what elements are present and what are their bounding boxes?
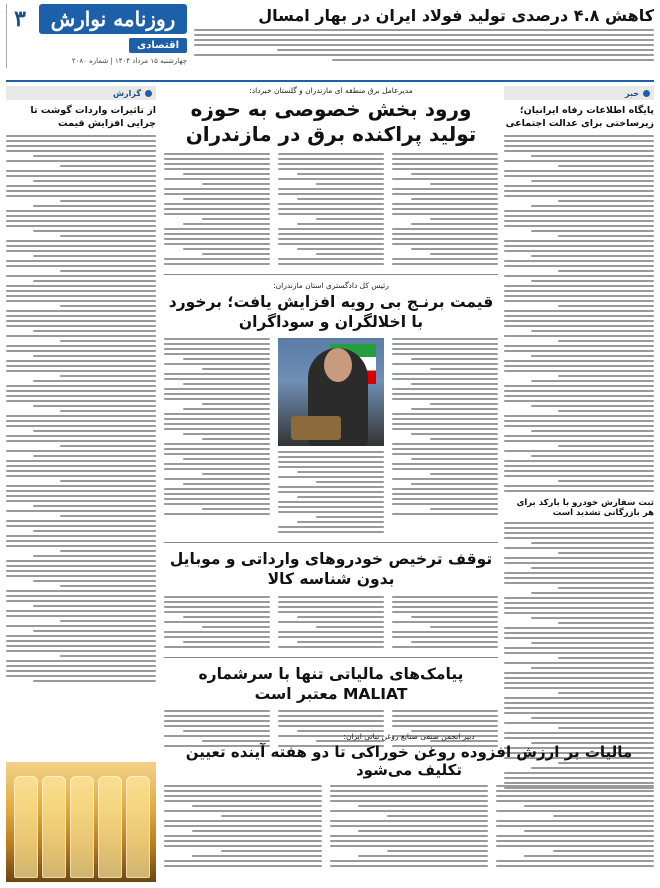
kicker-electricity: مدیرعامل برق منطقه ای مازندران و گلستان خبرداد:: [249, 86, 413, 95]
center-column: [164, 84, 498, 750]
right-column-subheadline: ثبت سفارش خودرو با بارکد برای هر بازرگانی تشدید است: [516, 497, 654, 518]
headline-rice: قیمت برنـج بی رویه افزایش یافت؛ برخورد با اخلالگران و سوداگران: [168, 293, 494, 332]
headline-car-import: توقف ترخیص خودروهای وارداتی و موبایل بدون شناسه کالا: [169, 550, 493, 589]
masthead: [6, 4, 187, 68]
top-headline: کاهش ۴.۸ درصدی تولید فولاد ایران در بهار امسال: [258, 6, 654, 25]
bullet-icon: [145, 90, 152, 97]
newspaper-logo: روزنامه نوارش: [39, 4, 187, 34]
cooking-oil-photo: [6, 762, 156, 882]
electricity-story-body: [164, 153, 498, 268]
top-story-body: [194, 29, 654, 61]
section-badge: اقتصادی: [129, 38, 187, 53]
kicker-oil: دبیر انجمن صنفی صنایع روغن نباتی ایران:: [343, 732, 475, 741]
page-number: ۳: [14, 6, 26, 32]
oil-story-body: [164, 785, 654, 870]
headline-oil-vat: مالیات بر ارزش افزوده روغن خوراکی تا دو هفته آینده تعیین تکلیف می‌شود: [185, 743, 633, 779]
bullet-icon: [643, 90, 650, 97]
left-column-body: [6, 135, 156, 682]
headline-electricity: ورود بخش خصوصی به حوزه تولید پراکنده برق در مازندران: [185, 97, 477, 146]
right-column-body: [504, 135, 654, 492]
microphone-graphic: [291, 416, 341, 440]
report-tag-label: گزارش: [112, 88, 141, 98]
header-rule: [6, 80, 654, 82]
news-tag: [504, 86, 654, 100]
kicker-rice: رئیس کل دادگستری استان مازندران:: [273, 281, 389, 290]
car-import-story-body: [164, 596, 498, 651]
report-tag: [6, 86, 156, 100]
headline-maliat-sms: پیامک‌های مالیاتی تنها با سرشماره MALIAT معتبر است: [198, 664, 464, 703]
left-column-headline: از تاثیرات واردات گوشت تا چرایی افزایش قیمت: [30, 105, 156, 129]
official-photo: [278, 338, 384, 446]
right-column: [504, 86, 654, 792]
bottom-story: [164, 730, 654, 870]
top-story: [194, 6, 654, 64]
left-column: [6, 86, 156, 685]
right-column-headline: پایگاه اطلاعات رفاه ایرانیان؛ زیرساختی برای عدالت اجتماعی: [505, 105, 654, 129]
news-tag-label: خبر: [624, 88, 639, 98]
date-line: چهارشنبه ۱۵ مرداد ۱۴۰۴ | شماره ۲۰۸۰: [71, 57, 187, 65]
rice-story: [164, 338, 498, 536]
person-head-graphic: [324, 348, 352, 382]
